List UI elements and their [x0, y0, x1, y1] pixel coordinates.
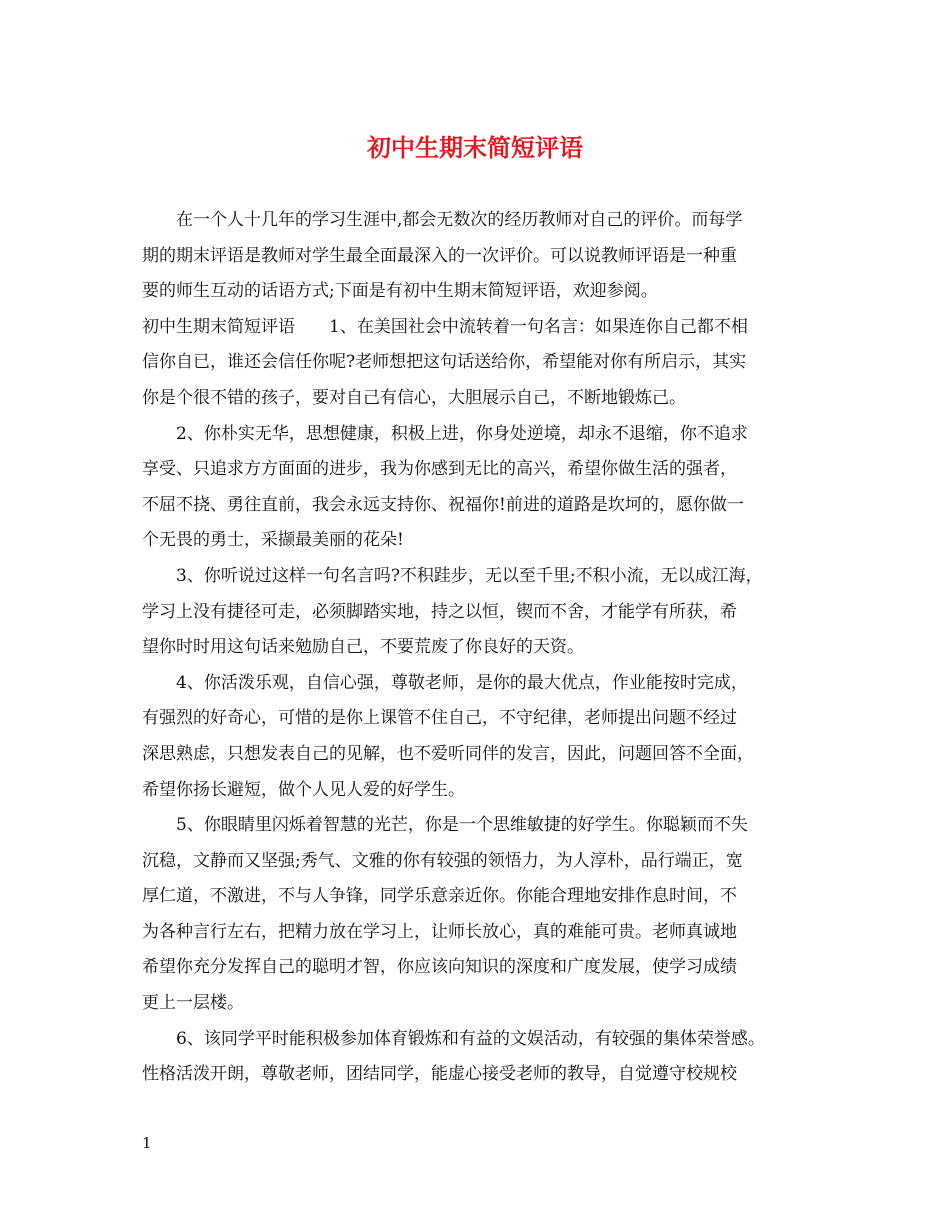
paragraph-line: 3、你听说过这样一句名言吗?不积跬步，无以至千里;不积小流，无以成江海，: [176, 565, 763, 586]
paragraph-line: 更上一层楼。: [142, 993, 244, 1014]
paragraph-text: 1、在美国社会中流转着一句名言：如果连你自己都不相: [329, 316, 748, 337]
paragraph-line: 2、你朴实无华，思想健康，积极上进，你身处逆境，却永不退缩，你不追求: [176, 423, 748, 444]
paragraph-line: 望你时时用这句话来勉励自己，不要荒废了你良好的天资。: [142, 637, 584, 658]
paragraph-line: 4、你活泼乐观，自信心强，尊敬老师，是你的最大优点，作业能按时完成，: [176, 672, 748, 693]
paragraph-line: 希望你扬长避短，做个人见人爱的好学生。: [142, 779, 465, 800]
paragraph-line: 6、该同学平时能积极参加体育锻炼和有益的文娱活动，有较强的集体荣誉感。: [176, 1028, 765, 1049]
paragraph-line-with-heading: [142, 310, 832, 346]
paragraph-line: 信你自已，谁还会信任你呢?老师想把这句话送给你，希望能对你有所启示，其实: [142, 352, 747, 373]
paragraph-line: 为各种言行左右，把精力放在学习上，让师长放心，真的难能可贵。老师真诚地: [142, 921, 737, 942]
document-title: 初中生期末简短评语: [367, 133, 583, 162]
paragraph-line: 有强烈的好奇心，可惜的是你上课管不住自己，不守纪律，老师提出问题不经过: [142, 708, 737, 729]
paragraph-line: 5、你眼睛里闪烁着智慧的光芒，你是一个思维敏捷的好学生。你聪颖而不失: [176, 815, 748, 836]
paragraph-line: 不屈不挠、勇往直前，我会永远支持你、祝福你!前进的道路是坎坷的，愿你做一: [142, 494, 744, 515]
page-number: 1: [142, 1134, 152, 1152]
paragraph-line: 要的师生互动的话语方式;下面是有初中生期末简短评语，欢迎参阅。: [142, 281, 658, 302]
paragraph-line: 沉稳，文静而又坚强;秀气、文雅的你有较强的领悟力，为人淳朴，品行端正，宽: [142, 850, 743, 871]
paragraph-line: 在一个人十几年的学习生涯中,都会无数次的经历教师对自己的评价。而每学: [176, 210, 743, 230]
paragraph-line: 个无畏的勇士，采撷最美丽的花朵!: [142, 530, 404, 551]
document-body: [142, 203, 832, 1093]
paragraph-line: 享受、只追求方方面面的进步，我为你感到无比的高兴，希望你做生活的强者，: [142, 459, 737, 480]
paragraph-line: 学习上没有捷径可走，必须脚踏实地，持之以恒，锲而不舍，才能学有所获，希: [142, 601, 737, 622]
paragraph-line: 希望你充分发挥自己的聪明才智，你应该向知识的深度和广度发展，使学习成绩: [142, 957, 737, 978]
section-heading: 初中生期末简短评语: [142, 316, 295, 337]
paragraph-line: 你是个很不错的孩子，要对自己有信心，大胆展示自己，不断地锻炼己。: [142, 387, 686, 408]
paragraph-line: 性格活泼开朗，尊敬老师，团结同学，能虚心接受老师的教导，自觉遵守校规校: [142, 1064, 737, 1085]
paragraph-line: 期的期末评语是教师对学生最全面最深入的一次评价。可以说教师评语是一种重: [142, 245, 737, 266]
paragraph-line: 深思熟虑，只想发表自己的见解，也不爱听同伴的发言，因此，问题回答不全面，: [142, 743, 754, 764]
paragraph-line: 厚仁道，不激进，不与人争锋，同学乐意亲近你。你能合理地安排作息时间，不: [142, 886, 737, 907]
